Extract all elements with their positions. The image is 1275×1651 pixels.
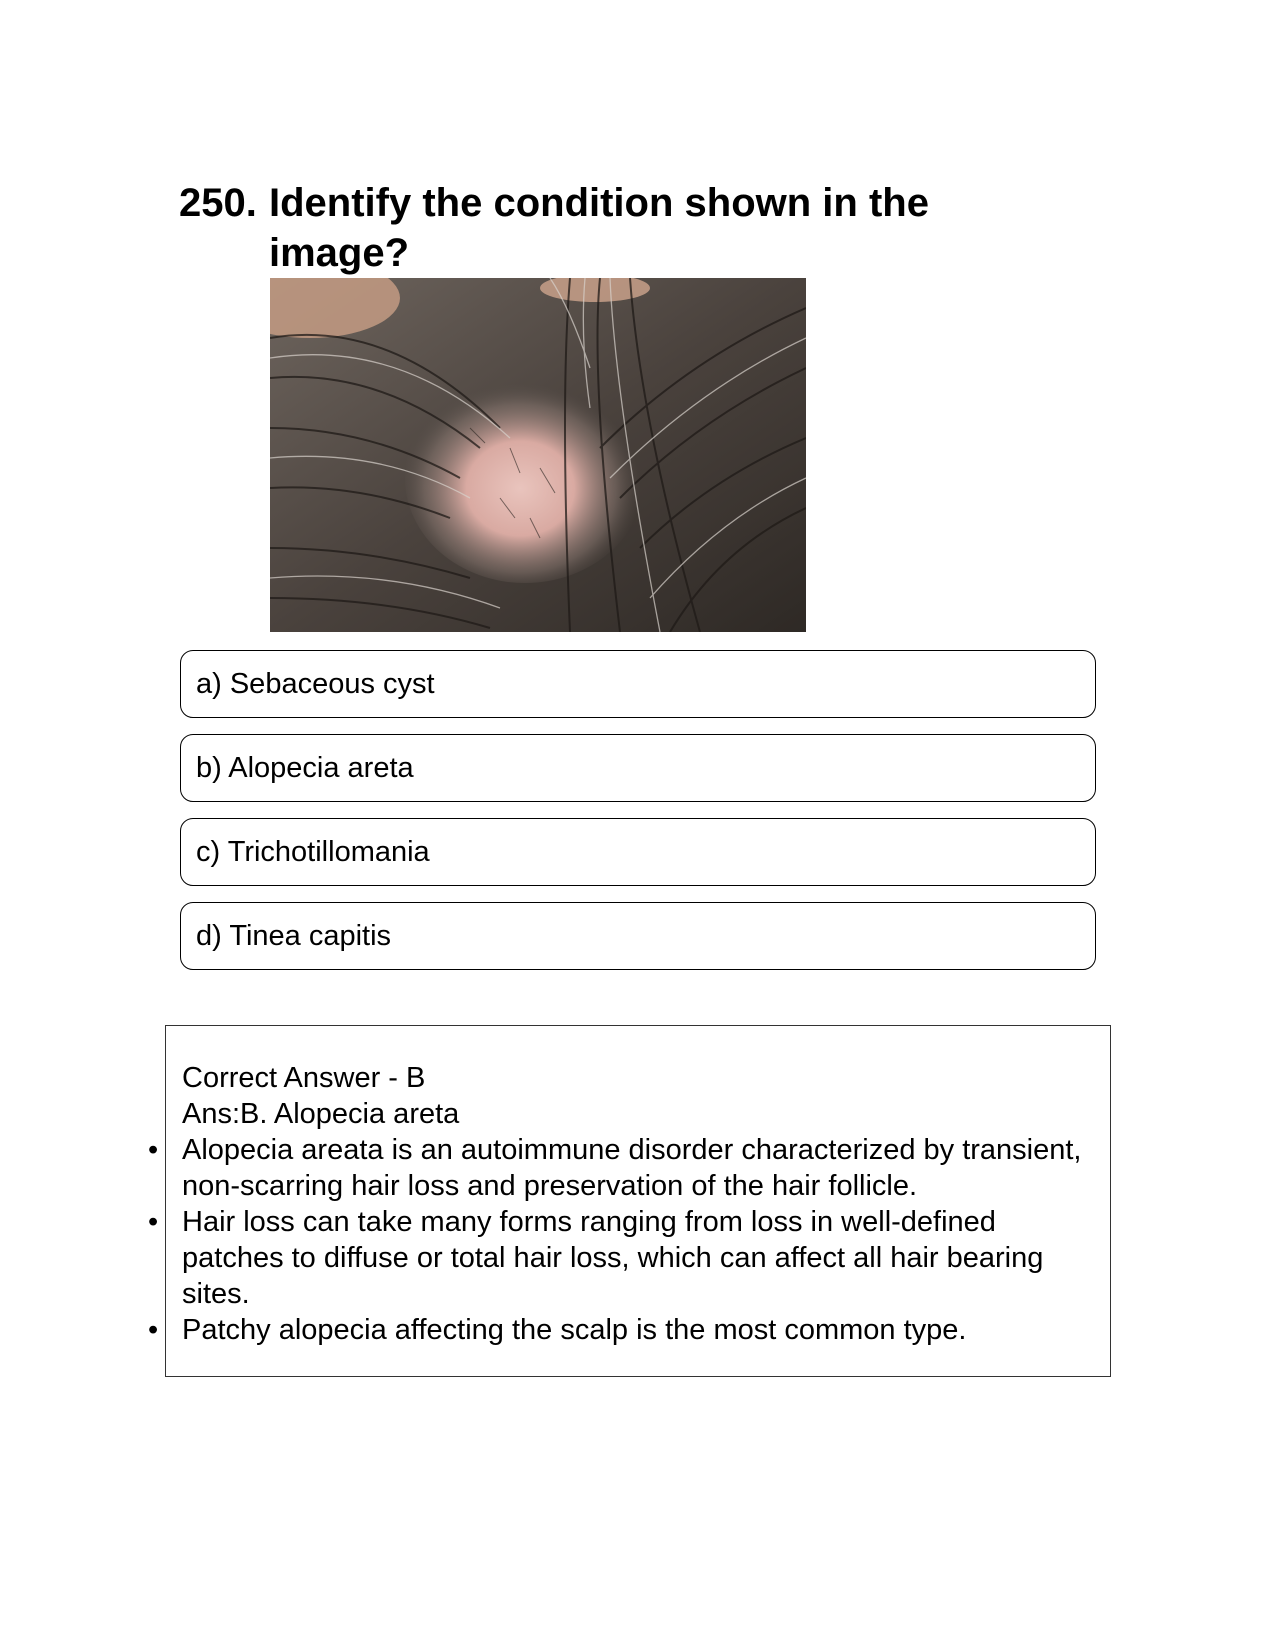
- scalp-photo: [270, 278, 806, 632]
- correct-answer: Correct Answer - B: [182, 1062, 426, 1094]
- option-d[interactable]: d) Tinea capitis: [180, 902, 1096, 970]
- bullet-marker: •: [148, 1314, 159, 1346]
- bullet-marker: •: [148, 1134, 159, 1166]
- bullet-marker: •: [148, 1206, 159, 1238]
- option-a[interactable]: a) Sebaceous cyst: [180, 650, 1096, 718]
- explanation-bullet: Patchy alopecia affecting the scalp is the most common type.: [182, 1314, 967, 1346]
- explanation-bullet: Hair loss can take many forms ranging from loss in well-defined patches to diffuse or total hair loss, which can affect all hair bearing sites.: [182, 1206, 1044, 1310]
- question-text: Identify the condition shown in the image?: [269, 181, 929, 275]
- explanation-bullet: Alopecia areata is an autoimmune disorder characterized by transient, non-scarring hair loss and preservation of the hair follicle.: [182, 1134, 1082, 1202]
- question-number: 250.: [179, 181, 257, 225]
- option-b[interactable]: b) Alopecia areta: [180, 734, 1096, 802]
- option-c[interactable]: c) Trichotillomania: [180, 818, 1096, 886]
- answer-line: Ans:B. Alopecia areta: [182, 1098, 460, 1130]
